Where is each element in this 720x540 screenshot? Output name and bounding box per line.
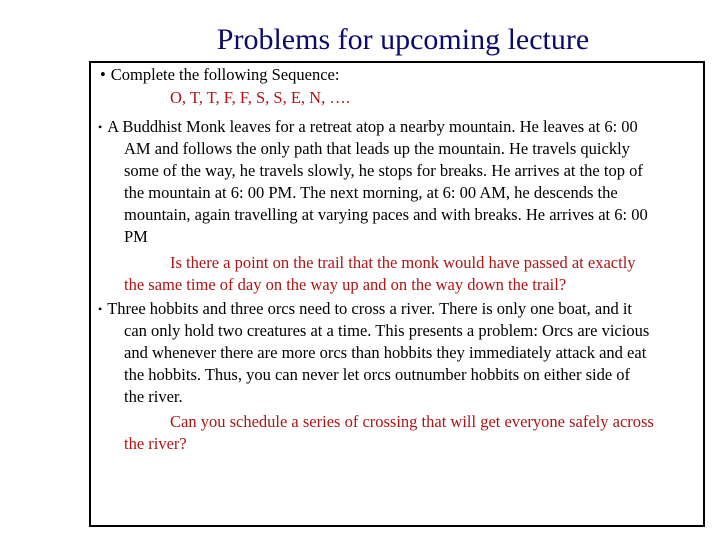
- problem1-intro-line: [100, 64, 339, 86]
- problem2-question-line-1: the same time of day on the way up and on the way down the trail?: [124, 275, 567, 294]
- problem3-text: Three hobbits and three orcs need to cross a river. There is only one boat, and it: [107, 299, 632, 318]
- slide-title: Problems for upcoming lecture: [216, 23, 590, 56]
- problem2-text: A Buddhist Monk leaves for a retreat atop a nearby mountain. He leaves at 6: 00: [107, 117, 638, 136]
- problem3-line-2: and whenever there are more orcs than hobbits they immediately attack and eat: [124, 343, 647, 362]
- problem3-question-line-1: the river?: [124, 434, 187, 453]
- problem1-sequence: O, T, T, F, F, S, S, E, N, ….: [170, 88, 350, 107]
- problem2-line-3: the mountain at 6: 00 PM. The next morning, at 6: 00 AM, he descends the: [124, 183, 618, 202]
- problem2-line-4: mountain, again travelling at varying paces and with breaks. He arrives at 6: 00: [124, 205, 648, 224]
- problem3-line-4: the river.: [124, 387, 183, 406]
- problem2-line-0: [98, 116, 638, 138]
- problem1-intro: Complete the following Sequence:: [110, 65, 340, 84]
- problem3-line-0: [98, 298, 632, 320]
- problem3-line-3: the hobbits. Thus, you can never let orcs outnumber hobbits on either side of: [124, 365, 631, 384]
- bullet-icon: •: [98, 302, 103, 316]
- problem2-question-line-0: Is there a point on the trail that the monk would have passed at exactly: [170, 253, 636, 272]
- problem2-line-1: AM and follows the only path that leads up the mountain. He travels quickly: [124, 139, 630, 158]
- bullet-icon: •: [100, 65, 106, 84]
- problem2-line-5: PM: [124, 227, 148, 246]
- problem3-line-1: can only hold two creatures at a time. This presents a problem: Orcs are vicious: [124, 321, 650, 340]
- bullet-icon: •: [98, 120, 103, 134]
- problem2-line-2: some of the way, he travels slowly, he stops for breaks. He arrives at the top of: [124, 161, 643, 180]
- problem3-question-line-0: Can you schedule a series of crossing that will get everyone safely across: [170, 412, 654, 431]
